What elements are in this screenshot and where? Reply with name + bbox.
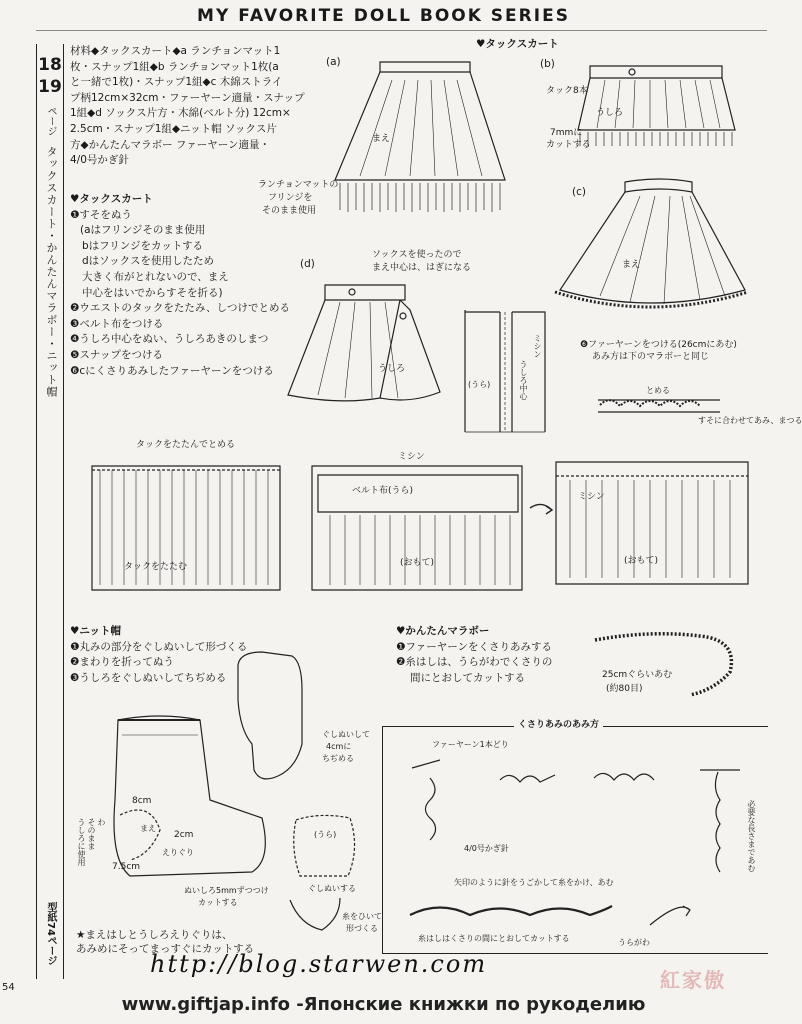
step-note: (aはフリンジそのまま使用 [80, 224, 206, 237]
marabou-length: 25cmぐらいあむ [602, 670, 673, 680]
machine-stitch-label: ミシン [533, 334, 542, 358]
step: ❹うしろ中心をぬい、うしろあきのしまつ [70, 333, 269, 346]
materials-line: 2.5cm・スナップ1組◆ニット帽 ソックス片 [70, 122, 277, 135]
back-label: うらがわ [618, 938, 650, 947]
skirt-c-front-label: まえ [622, 260, 641, 270]
marabou-steps [396, 624, 552, 686]
fur-attach-detail [598, 400, 720, 412]
hat-side-note: そのまま [87, 818, 96, 850]
materials-line: 枚・スナップ1組◆b ランチョンマット1枚(a [70, 60, 279, 73]
back-seam-detail [465, 310, 545, 432]
step: ❸うしろをぐしぬいしてちぢめる [70, 671, 227, 684]
step: ❸ベルト布をつける [70, 317, 164, 330]
step: ❷ウエストのタックをたたみ、しつけでとめる [70, 302, 291, 315]
knit-hat-heading: ♥ニット帽 [70, 625, 121, 637]
sock-note-line: まえ中心は、はぎになる [372, 263, 472, 273]
page-title: MY FAVORITE DOLL BOOK SERIES [197, 6, 570, 26]
step: ❶丸みの部分をぐしぬいして形づくる [70, 640, 248, 653]
hat-dim-a: 8cm [132, 796, 152, 806]
hat-dim-b: 2cm [174, 830, 194, 840]
sock-note-line: ソックスを使ったので [372, 250, 462, 260]
machine-label: ミシン [398, 452, 425, 462]
hat-seam-note: カットする [198, 898, 238, 907]
step: ❶すそをぬう [70, 208, 132, 221]
materials-line: 方◆かんたんマラボー ファーヤーン適量・ [70, 138, 270, 151]
marabou-length: (約80目) [606, 684, 643, 694]
back-center-label: うしろ中心 [519, 360, 528, 400]
hat-pattern-back: (うら) [314, 830, 337, 839]
hat-dim-c: 7.5cm [112, 862, 141, 872]
step: ❻cにくさりあみしたファーヤーンをつける [70, 364, 274, 377]
hat-side-drawing [238, 652, 302, 779]
hat-tie-note: 形づくる [346, 924, 378, 933]
fur-note-line: あみ方は下のマラボーと同じ [592, 352, 710, 362]
watermark-logo: 紅家傲 [660, 968, 726, 992]
watermark-url: http://blog.starwen.com [150, 950, 488, 978]
cut-note-line: カットする [546, 140, 591, 150]
hat-gather-note: 4cmに [326, 742, 352, 751]
marabou-heading: ♥かんたんマラボー [396, 625, 490, 637]
tuck-fold-stop-label: タックをたたんでとめる [136, 440, 236, 450]
skirt-b-back-label: うしろ [596, 108, 624, 118]
knit-hat-steps [70, 624, 247, 686]
note-line: ★まえはしとうしろえりぐりは、 [76, 929, 233, 941]
chain-box-title: くさりあみのあみ方 [514, 720, 603, 731]
skirt-a-drawing [335, 62, 505, 212]
page-range: 18 19 [38, 55, 62, 97]
hat-side-note: うしろに使用 [77, 818, 86, 866]
hat-neck-label: えりぐり [162, 848, 194, 857]
hat-gather2-note: ぐしぬいする [308, 884, 356, 893]
belt-label: ベルト布(うら) [352, 486, 414, 496]
hat-tie-note: 糸をひいて [342, 912, 382, 921]
fringe-note-line: そのまま使用 [262, 206, 317, 216]
materials-line: 1組◆d ソックス片方・木綿(ベルト分) 12cm× [70, 107, 291, 120]
hem-attach-label: すそに合わせてあみ、まつる [698, 416, 802, 425]
fringe-note-line: フリンジを [268, 193, 313, 203]
pattern-label: 型紙74ページ [45, 902, 56, 966]
skirt-b-drawing [578, 66, 735, 146]
step-note: bはフリンジをカットする [82, 239, 204, 252]
step: ❺スナップをつける [70, 348, 163, 361]
length-label: 必要な長さまであむ [747, 800, 756, 872]
hat-gather-note: ぐしぬいして [322, 730, 370, 739]
materials-line: 材料◆タックスカート◆a ランチョンマット1 [70, 45, 281, 57]
hat-gather-note: ちぢめる [322, 754, 354, 763]
page-suffix: ページ [45, 106, 56, 136]
tuck-skirt-heading: ♥タックスカート [70, 193, 153, 205]
chain-instruction: 矢印のように針をうごかして糸をかけ、あむ [454, 878, 614, 887]
page-number: 54 [2, 982, 15, 993]
step-note: 中心をはいでからすそを折る) [82, 286, 223, 299]
tuck-skirt-diagram-title: ♥タックスカート [476, 38, 559, 50]
yarn-label: ファーヤーン1本どり [432, 740, 509, 749]
side-items: タックスカート・かんたんマラボー・ニット帽 [45, 146, 58, 398]
hat-side-note: わ [97, 818, 106, 826]
back-side-label: (うら) [468, 380, 491, 389]
label-b: (b) [540, 58, 555, 70]
hat-front-label: まえ [140, 824, 156, 833]
materials-line: プ柄12cm×32cm・ファーヤーン適量・スナップ [70, 91, 305, 104]
finish-label: 糸はしはくさりの間にとおしてカットする [418, 934, 570, 943]
label-d: (d) [300, 258, 315, 270]
skirt-a-front-label: まえ [372, 134, 391, 144]
label-c: (c) [572, 186, 586, 198]
hat-seam-note: ぬいしろ5mmずつつけ [184, 886, 269, 895]
label-a: (a) [326, 56, 341, 68]
cut-note-line: 7mmに [550, 128, 583, 138]
belt-panel-3 [312, 466, 552, 590]
fringe-note-line: ランチョンマットの [258, 180, 339, 190]
step: ❷糸はしは、うらがわでくさりの [396, 656, 553, 669]
step: ❷まわりを折ってぬう [70, 656, 174, 669]
materials-line: 4/0号かぎ針 [70, 154, 129, 167]
materials-line: と一緒で1枚)・スナップ1組◆c 木綿ストライ [70, 76, 283, 89]
skirt-d-back-label: うしろ [378, 364, 406, 374]
skirt-d-drawing [288, 285, 440, 401]
fur-note-line: ❻ファーヤーンをつける(26cmにあむ) [580, 340, 737, 350]
stop-label: とめる [646, 386, 670, 395]
footer-text: www.giftjap.info -Японские книжки по рукоделию [121, 994, 646, 1015]
step: ❶ファーヤーンをくさりあみする [396, 640, 552, 653]
step-note: 大きく布がとれないので、まえ [82, 270, 229, 283]
step: 間にとおしてカットする [410, 671, 526, 684]
chain-stitch-box [382, 726, 768, 954]
tuck-fold-label: タックをたたむ [124, 562, 188, 572]
front-side-label-right: (おもて) [624, 556, 659, 566]
machine-label-right: ミシン [578, 492, 605, 502]
tucks-count-label: タック8本 [546, 86, 588, 96]
front-side-label: (おもて) [400, 558, 435, 568]
note-line: あみめにそってまっすぐにカットする [76, 943, 255, 955]
step-note: dはソックスを使用したため [82, 255, 215, 268]
hook-label: 4/0号かぎ針 [464, 844, 509, 853]
